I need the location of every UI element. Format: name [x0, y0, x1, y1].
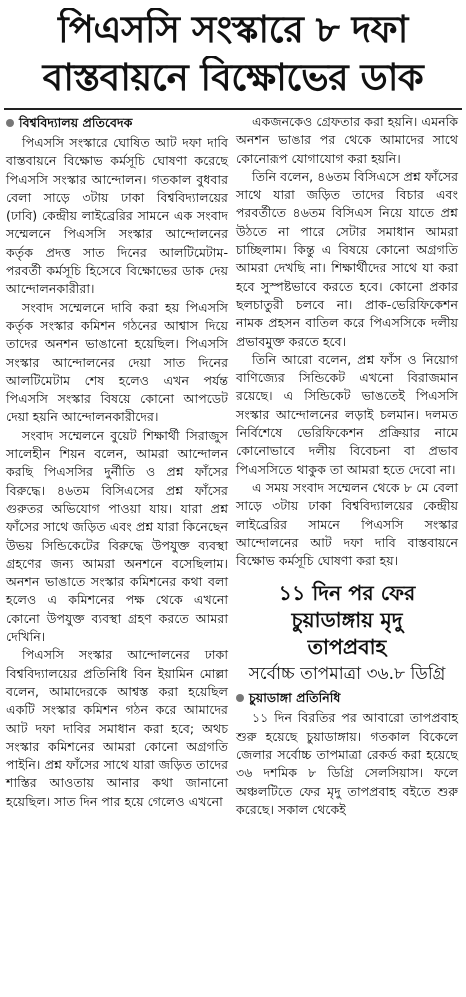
- paragraph: এ সময় সংবাদ সম্মেলন থেকে ৮ মে বেলা সাড়ে ৩টায় ঢাকা বিশ্ববিদ্যালয়ের কেন্দ্রীয় লাইব্রেরির সামনে পিএসসি সংস্কার আন্দোলনের আট দফা দাবি বাস্তবায়নে বিক্ষোভ কর্মসূচি ঘোষণা করা হয়।: [236, 479, 458, 569]
- second-story-headline: [236, 580, 458, 661]
- second-story-deck: সর্বোচ্চ তাপমাত্রা ৩৬.৮ ডিগ্রি: [248, 664, 446, 685]
- byline-text: চুয়াডাঙ্গা প্রতিনিধি: [249, 690, 341, 706]
- right-column: [236, 113, 458, 819]
- second-story-headline-line: চুয়াডাঙ্গায় মৃদু: [291, 608, 403, 633]
- paragraph: সংবাদ সম্মেলনে বুয়েট শিক্ষার্থী সিরাজুস সালেহীন শিয়ন বলেন, আমরা আন্দোলন করছি পিএসসির দুর্নীতি ও প্রশ্ন ফাঁসের বিরুদ্ধে। ৪৬তম বিসিএসের প্রশ্ন ফাঁসের গুরুতর অভিযোগ পাওয়া যায়। যারা প্রশ্ন ফাঁসের সাথে জড়িত এবং প্রশ্ন যারা কিনেছেন উভয় সিন্ডিকেটের বিরুদ্ধে উপযুক্ত ব্যবস্থা গ্রহণের জন্য আমরা অনশনে বসেছিলাম। অনশন ভাঙাতে সংস্কার কমিশনের কথা বলা হলেও এ কমিশনের পক্ষ থেকে এখনো কোনো উপযুক্ত ব্যবস্থা গ্রহণ করতে আমরা দেখিনি।: [6, 427, 228, 645]
- paragraph: পিএসসি সংস্কার আন্দোলনের ঢাকা বিশ্ববিদ্যালয়ের প্রতিনিধি বিন ইয়ামিন মোল্লা বলেন, আমাদেরকে আশ্বস্ত করা হয়েছিল একটি সংস্কার কমিশন গঠন করে আমাদের আট দফা দাবির সমাধান করা হবে; অথচ সংস্কার কমিশনের আমরা কোনো অগ্রগতি পাইনি। প্রশ্ন ফাঁসের সাথে যারা জড়িত তাদের শাস্তির আওতায় আনার কথা জানানো হয়েছিল। সাত দিন পার হয়ে গেলেও এখনো: [6, 647, 228, 809]
- paragraph: একজনকেও গ্রেফতার করা হয়নি। এমনকি অনশন ভাঙার পর থেকে আমাদের সাথে কোনোরূপ যোগাযোগ করা হয়নি।: [236, 114, 458, 166]
- byline: [6, 113, 228, 133]
- second-story-headline-line: তাপপ্রবাহ: [307, 635, 387, 660]
- byline-text: বিশ্ববিদ্যালয় প্রতিবেদক: [19, 115, 133, 130]
- paragraph: ১১ দিন বিরতির পর আবারো তাপপ্রবাহ শুরু হয়েছে চুয়াডাঙ্গায়। গতকাল বিকেলে জেলার সর্বোচ্চ তাপমাত্রা রেকর্ড করা হয়েছে ৩৬ দশমিক ৮ ডিগ্রি সেলসিয়াস। ফলে অঞ্চলটিতে ফের মৃদু তাপপ্রবাহ বইতে শুরু করেছে। সকাল থেকেই: [236, 710, 458, 817]
- paragraph: তিনি বলেন, ৪৬তম বিসিএসে প্রশ্ন ফাঁসের সাথে যারা জড়িত তাদের বিচার এবং পরবর্তীতে ৪৬তম বিসিএস নিয়ে যাতে প্রশ্ন উঠতে না পারে সেটার সমাধান আমরা চাচ্ছিলাম। কিন্তু এ বিষয়ে কোনো অগ্রগতি আমরা দেখছি না। শিক্ষার্থীদের সাথে যা করা হবে সুস্পষ্টভাবে করতে হবে। কোনো প্রকার ছলচাতুরী চলবে না। প্রাক-ভেরিফিকেশন নামক প্রহসন বাতিল করে পিএসসিকে দলীয় প্রভাবমুক্ত করতে হবে।: [236, 168, 458, 349]
- paragraph: তিনি আরো বলেন, প্রশ্ন ফাঁস ও নিয়োগ বাণিজ্যের সিন্ডিকেট এখনো বিরাজমান রয়েছে। এ সিন্ডিকেট ভাঙতেই পিএসসি সংস্কার আন্দোলনের লড়াই চলমান। দলমত নির্বিশেষে ভেরিফিকেশন প্রক্রিয়ার নামে কোনোভাবে দলীয় বিবেচনা বা প্রভাব পিএসসিতে থাকুক তা আমরা হতে দেবো না।: [236, 351, 458, 477]
- headline-divider: [4, 108, 462, 110]
- second-story-headline-line: ১১ দিন পর ফের: [278, 581, 416, 606]
- headline-line-2: বাস্তবায়নে বিক্ষোভের ডাক: [42, 56, 424, 99]
- headline-line-1: পিএসসি সংস্কারে ৮ দফা: [58, 8, 408, 51]
- paragraph: সংবাদ সম্মেলনে দাবি করা হয় পিএসসি কর্তৃক সংস্কার কমিশন গঠনের আশ্বাস দিয়ে তাদের অনশন ভাঙানো হয়েছিল। পিএসসি সংস্কার আন্দোলনের দেয়া সাত দিনের আলটিমেটাম শেষ হলেও এখন পর্যন্ত পিএসসি সংস্কার বিষয়ে কোনো আপডেট দেয়া হয়নি আন্দোলনকারীদের।: [6, 299, 228, 425]
- paragraph: পিএসসি সংস্কারে ঘোষিত আট দফা দাবি বাস্তবায়নে বিক্ষোভ কর্মসূচি ঘোষণা করেছে পিএসসি সংস্কার আন্দোলন। গতকাল বুধবার বেলা সাড়ে ৩টায় ঢাকা বিশ্ববিদ্যালয়ের (ঢাবি) কেন্দ্রীয় লাইব্রেরির সামনে এক সংবাদ সম্মেলনে পিএসসি সংস্কার আন্দোলনের কর্তৃক প্রদত্ত সাত দিনের আলটিমেটাম-পরবর্তী কর্মসূচি হিসেবে বিক্ষোভের ডাক দেয় আন্দোলনকারীরা।: [6, 135, 228, 297]
- left-column: [6, 113, 228, 811]
- byline-bullet-icon: [236, 694, 244, 702]
- byline-bullet-icon: [6, 119, 14, 127]
- second-story-byline: [236, 688, 458, 708]
